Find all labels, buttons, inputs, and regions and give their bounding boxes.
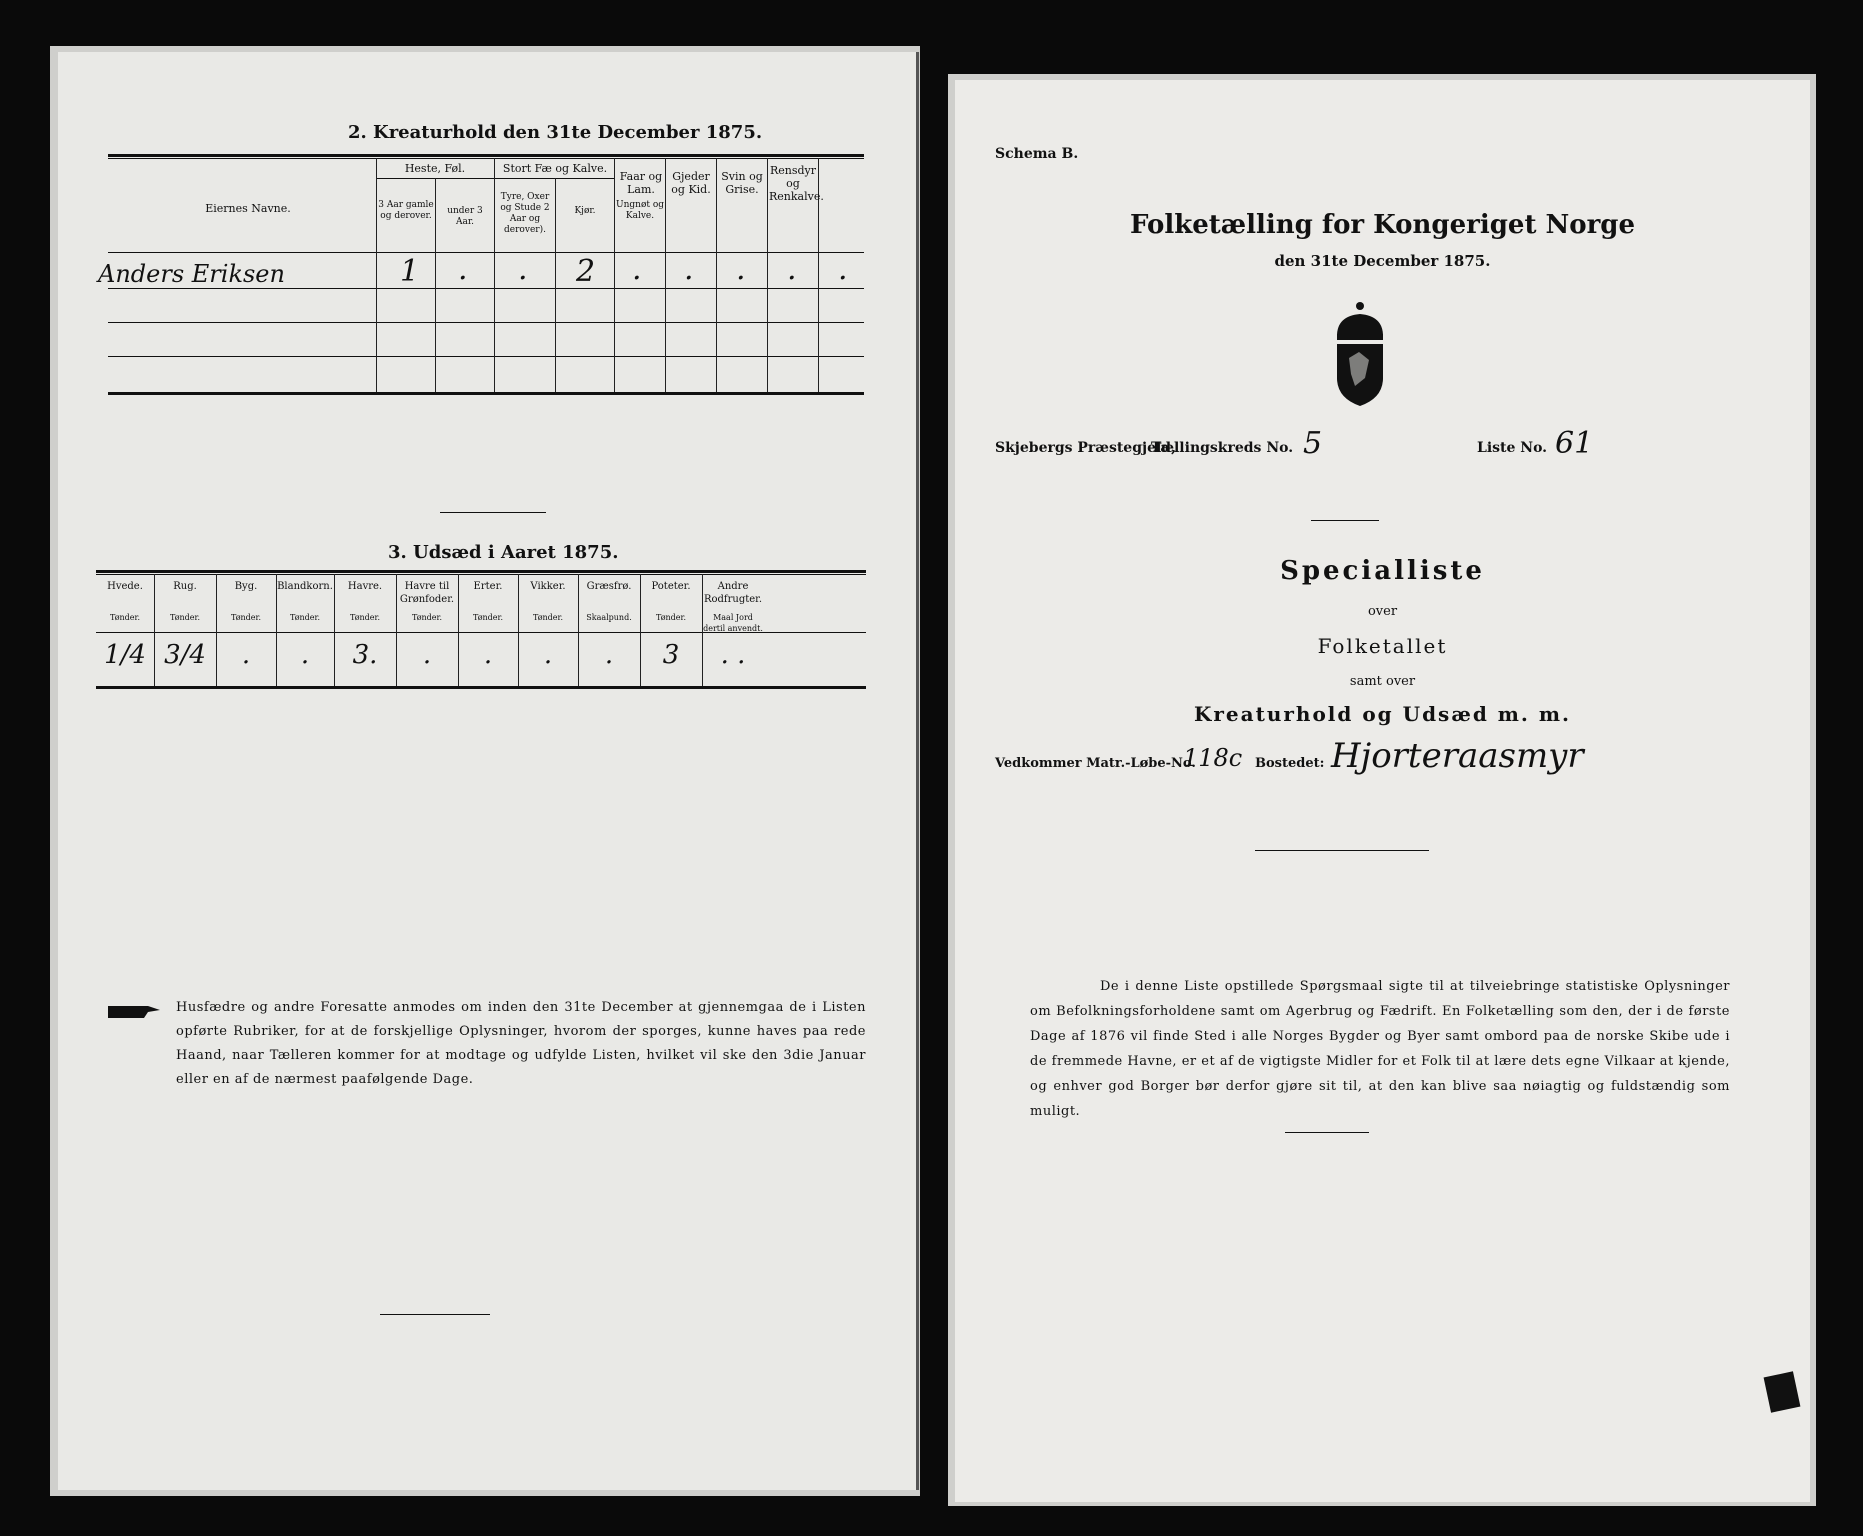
crop-header: Hvede.: [107, 581, 143, 592]
divider-right: [1311, 520, 1379, 521]
goats-value: .: [736, 252, 746, 287]
header-horses: Heste, Føl.: [404, 162, 466, 175]
crop-value: .: [483, 640, 493, 670]
reindeer-value: .: [838, 252, 848, 287]
crop-unit: Tønder.: [289, 613, 321, 622]
crop-header: Rug.: [173, 581, 197, 592]
header-calves: Ungnøt og Kalve.: [616, 200, 665, 221]
crop-value: .: [422, 640, 432, 670]
crop-value: .: [543, 640, 553, 670]
notice-text: Husfædre og andre Foresatte anmodes om inden den 31te December at gjennemgaa de i Listen opførte Rubriker, for at de forskjellige Oplysninger, hvorom der sporges, kunne haves paa rede Haand, naar Tælleren kommer for at modtage og udfylde Listen, hvilket vil ske den 3die Januar eller en af de nærmest paafølgende Dage.: [176, 1000, 866, 1087]
header-reindeer: Rensdyr og Renkalve.: [769, 164, 824, 203]
crop-header: Blandkorn.: [277, 581, 333, 592]
bulls-value: .: [518, 252, 528, 287]
bosted-value: Hjorteraasmyr: [1331, 736, 1584, 776]
explanation-paragraph: De i denne Liste opstillede Spørgsmaal sigte til at tilveiebringe statistiske Oplysninger om Befolkningsforholdene samt om Agerbrug og Fædrift. En Folketælling som den, der i de første Dage af 1876 vil finde Sted i alle Norges Bygder og Byer samt ombord paa de norske Skibe ude i de fremmede Havne, er et af de vigtigste Midler for et Folk til at lære dets egne Vilkaar at kjende, og enhver god Borger bør derfor gjøre sit til, at den kan blive saa nøiagtig og fuldstændig som muligt.: [1030, 979, 1730, 1119]
crop-header: Andre Rodfrugter.: [703, 581, 763, 605]
district-label: Tællingskreds No.: [1151, 440, 1294, 456]
crop-header: Græsfrø.: [586, 581, 632, 592]
section2-title: 2. Kreaturhold den 31te December 1875.: [348, 122, 763, 143]
folketallet-text: Folketallet: [1317, 634, 1448, 658]
header-cows: Kjør.: [574, 206, 596, 216]
crop-value: .: [241, 640, 251, 670]
crop-value: .: [604, 640, 614, 670]
bosted-label: Bostedet:: [1255, 756, 1325, 771]
header-horses-old: 3 Aar gamle og derover.: [378, 200, 434, 221]
crop-unit: Tønder.: [230, 613, 262, 622]
list-number: 61: [1555, 426, 1594, 461]
cows-value: 2: [576, 254, 596, 289]
crop-header: Byg.: [234, 581, 258, 592]
crop-unit: Tønder.: [109, 613, 141, 622]
crop-header: Havre til Grønfoder.: [399, 581, 455, 605]
header-sheep: Faar og Lam.: [619, 170, 663, 196]
crop-unit: Tønder.: [411, 613, 443, 622]
matr-number: 118c: [1183, 744, 1243, 772]
header-goats: Gjeder og Kid.: [671, 170, 711, 196]
crop-value: .: [300, 640, 310, 670]
main-title: Folketælling for Kongeriget Norge: [1129, 210, 1636, 240]
section3-title: 3. Udsæd i Aaret 1875.: [388, 542, 619, 563]
binding-tab: [1764, 1371, 1801, 1412]
horses-young-value: .: [458, 252, 468, 287]
header-cattle: Stort Fæ og Kalve.: [502, 162, 608, 175]
header-bulls: Tyre, Oxer og Stude 2 Aar og derover).: [500, 192, 550, 235]
special-list-title: Specialliste: [1280, 556, 1485, 586]
divider-right-2: [1255, 850, 1429, 851]
header-horses-young: under 3 Aar.: [447, 206, 483, 227]
crop-value: . .: [720, 640, 746, 670]
owner-name: Anders Eriksen: [98, 260, 285, 288]
crop-value: 3.: [352, 640, 378, 670]
crop-unit: Maal Jord dertil anvendt.: [703, 613, 763, 633]
divider-right-bottom: [1285, 1132, 1369, 1133]
pigs-value: .: [787, 252, 797, 287]
crop-unit: Skaalpund.: [586, 613, 632, 622]
norway-coat-of-arms-icon: [1325, 300, 1395, 410]
horses-old-value: 1: [400, 254, 420, 289]
crop-header: Poteter.: [651, 581, 691, 592]
left-page: [58, 52, 919, 1490]
sheep-value: .: [684, 252, 694, 287]
pointing-hand-icon: [108, 1002, 168, 1022]
divider-bottom: [380, 1314, 490, 1315]
right-page: [955, 80, 1810, 1502]
divider: [440, 512, 546, 513]
crop-unit: Tønder.: [532, 613, 564, 622]
matr-label: Vedkommer Matr.-Løbe-No.: [995, 756, 1196, 771]
samt-over-text: samt over: [1349, 674, 1416, 689]
header-owner: Eiernes Navne.: [205, 202, 291, 215]
header-pigs: Svin og Grise.: [721, 170, 763, 196]
crop-unit: Tønder.: [655, 613, 687, 622]
crop-header: Vikker.: [530, 581, 566, 592]
over-text: over: [1367, 604, 1398, 619]
district-number: 5: [1303, 426, 1323, 461]
subtitle: Kreaturhold og Udsæd m. m.: [1194, 702, 1571, 726]
calves-value: .: [632, 252, 642, 287]
crop-unit: Tønder.: [169, 613, 201, 622]
crop-value: 3: [662, 640, 680, 670]
main-date: den 31te December 1875.: [1274, 252, 1491, 270]
parish-label: Skjebergs Præstegjeld,: [995, 440, 1176, 456]
crop-header: Havre.: [347, 581, 383, 592]
schema-label: Schema B.: [995, 146, 1079, 162]
crop-header: Erter.: [473, 581, 503, 592]
list-label: Liste No.: [1477, 440, 1548, 456]
crop-value: 1/4: [104, 640, 146, 670]
crop-unit: Tønder.: [349, 613, 381, 622]
crop-value: 3/4: [164, 640, 206, 670]
crop-unit: Tønder.: [472, 613, 504, 622]
